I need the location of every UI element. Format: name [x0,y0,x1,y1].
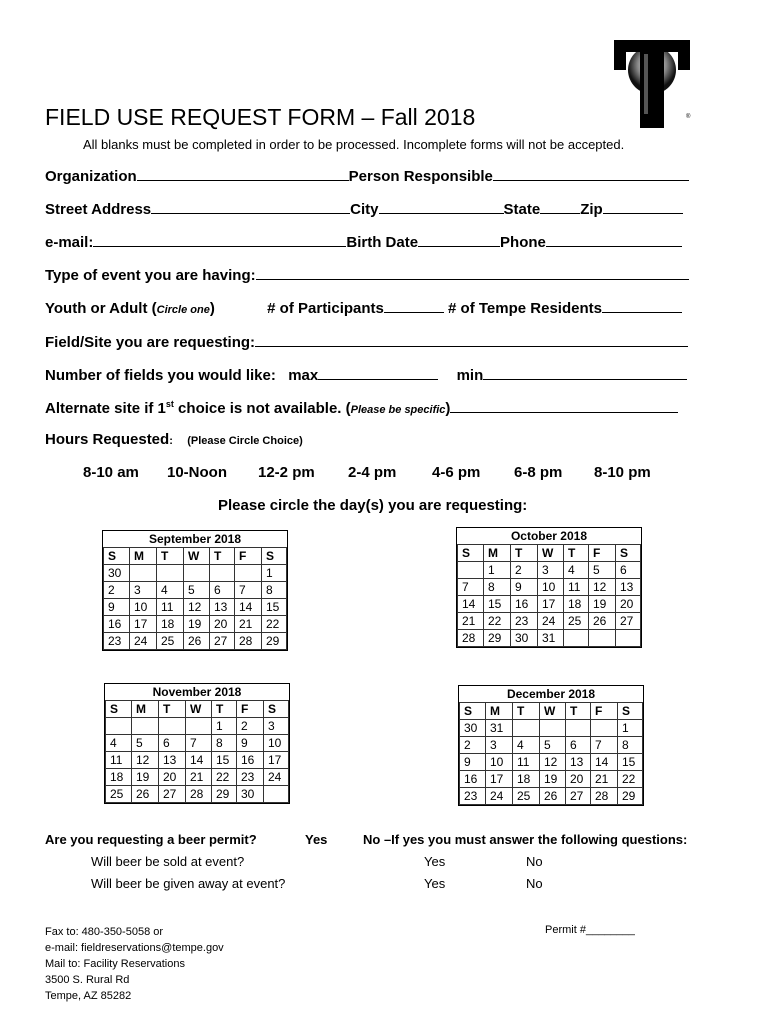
calendar-grid [457,544,641,647]
weekday-header: T [159,701,186,718]
calendar-day[interactable]: 11 [106,752,132,769]
calendar-grid [459,702,643,805]
phone-label: Phone [500,234,546,251]
calendar-empty-cell [589,630,616,647]
calendar-day[interactable]: 6 [616,562,641,579]
calendar-day[interactable]: 3 [130,582,157,599]
calendar-day[interactable]: 18 [157,616,184,633]
calendar-day[interactable]: 28 [235,633,262,650]
alternate-site-field[interactable] [450,398,678,413]
footer-line: e-mail: fieldreservations@tempe.gov [45,942,224,954]
calendar-day[interactable]: 12 [184,599,210,616]
calendar-day[interactable]: 24 [486,788,513,805]
num-fields-row [45,365,687,384]
weekday-header: W [540,703,566,720]
calendar-day[interactable]: 26 [132,786,159,803]
calendar-day[interactable]: 14 [458,596,484,613]
calendar-empty-cell [159,718,186,735]
calendar-day[interactable]: 30 [237,786,264,803]
youth-adult-label [45,300,215,317]
weekday-header: T [513,703,540,720]
calendar-day[interactable]: 23 [104,633,130,650]
calendar-day[interactable]: 5 [132,735,159,752]
calendar-day[interactable]: 1 [618,720,643,737]
field-site-field[interactable] [255,332,688,347]
calendar-day[interactable]: 2 [511,562,538,579]
calendar-empty-cell [157,565,184,582]
calendar-day[interactable]: 6 [159,735,186,752]
calendar-day[interactable]: 22 [484,613,511,630]
calendar-day[interactable]: 26 [184,633,210,650]
calendar-day[interactable]: 27 [566,788,591,805]
calendar-day[interactable]: 14 [186,752,212,769]
calendar-day[interactable]: 31 [538,630,564,647]
calendar-day[interactable]: 9 [104,599,130,616]
person-responsible-field[interactable] [493,166,689,181]
tempe-residents-label: # of Tempe Residents [448,300,602,317]
days-prompt: Please circle the day(s) you are requesting: [218,497,528,514]
calendar-day[interactable]: 22 [262,616,287,633]
calendar-day[interactable]: 24 [538,613,564,630]
calendar-day[interactable]: 9 [237,735,264,752]
calendar-day[interactable]: 19 [540,771,566,788]
calendar-day[interactable]: 30 [460,720,486,737]
calendar-day[interactable]: 21 [458,613,484,630]
calendar-day[interactable]: 25 [106,786,132,803]
page-title: FIELD USE REQUEST FORM – Fall 2018 [45,104,476,130]
weekday-header: W [184,548,210,565]
calendar-day[interactable]: 15 [618,754,643,771]
page-subtitle: All blanks must be completed in order to be processed. Incomplete forms will not be accepted. [83,137,625,152]
calendar-day[interactable]: 4 [157,582,184,599]
calendar-day[interactable]: 24 [130,633,157,650]
calendar-day[interactable]: 3 [538,562,564,579]
weekday-header: F [591,703,618,720]
organization-row [45,166,689,185]
calendar-day[interactable]: 18 [564,596,589,613]
calendar-day[interactable]: 6 [210,582,235,599]
calendar-day[interactable]: 18 [106,769,132,786]
beer-no-note[interactable]: No –If yes you must answer the following questions: [363,832,688,847]
street-address-label: Street Address [45,201,152,218]
calendar-empty-cell [566,720,591,737]
email-label: e-mail: [45,234,94,251]
zip-label: Zip [580,201,603,218]
weekday-header: S [262,548,287,565]
beer-sold-question: Will beer be sold at event? [91,854,245,869]
weekday-header: S [106,701,132,718]
alternate-site-label [45,400,450,417]
min-label: min [456,367,484,384]
calendar-title: December 2018 [506,687,596,701]
calendar-day[interactable]: 17 [538,596,564,613]
calendar-day[interactable]: 11 [513,754,540,771]
calendar-day[interactable]: 29 [262,633,287,650]
email-field[interactable] [93,232,346,247]
hours-colon: : [169,435,173,447]
address-row [45,199,683,218]
calendar-empty-cell [132,718,159,735]
calendar-day[interactable]: 10 [486,754,513,771]
tempe-residents-field[interactable] [602,298,682,313]
calendar-day[interactable]: 14 [235,599,262,616]
calendar-day[interactable]: 15 [212,752,237,769]
beer-given-no[interactable]: No [526,876,543,891]
circle-one-note: Circle one [156,304,210,316]
calendar-empty-cell [186,718,212,735]
footer-line: Mail to: Facility Reservations [45,958,185,970]
weekday-header: S [618,703,643,720]
weekday-header: T [210,548,235,565]
calendar-title: November 2018 [152,685,242,699]
calendar-title: October 2018 [510,529,588,543]
youth-adult-text: Youth or Adult ( [45,300,157,317]
beer-given-yes[interactable]: Yes [424,876,446,891]
calendar-day[interactable]: 29 [618,788,643,805]
weekday-header: T [564,545,589,562]
calendar-day[interactable]: 17 [264,752,289,769]
street-address-field[interactable] [151,199,350,214]
calendar-day[interactable]: 12 [132,752,159,769]
alternate-text-b: choice is not available. ( [173,400,351,417]
calendar-day[interactable]: 15 [484,596,511,613]
calendar-day[interactable]: 17 [486,771,513,788]
calendar-empty-cell [130,565,157,582]
weekday-header: M [486,703,513,720]
person-responsible-label: Person Responsible [348,168,493,185]
participants-field[interactable] [384,298,444,313]
calendar-day[interactable]: 20 [159,769,186,786]
zip-field[interactable] [603,199,683,214]
calendar-day[interactable]: 27 [159,786,186,803]
footer-line: 3500 S. Rural Rd [45,974,130,986]
calendar-day[interactable]: 6 [566,737,591,754]
alternate-specific-note: Please be specific [350,404,446,416]
calendar-day[interactable]: 28 [186,786,212,803]
weekday-header: W [538,545,564,562]
calendar-october [456,527,642,648]
calendar-day[interactable]: 5 [589,562,616,579]
calendar-day[interactable]: 11 [157,599,184,616]
field-site-label: Field/Site you are requesting: [45,334,256,351]
weekday-header: F [237,701,264,718]
calendar-september [102,530,288,651]
weekday-header: T [511,545,538,562]
calendar-empty-cell [616,630,641,647]
footer-line: Fax to: 480-350-5058 or [45,926,164,938]
calendar-day[interactable]: 4 [106,735,132,752]
hour-slot[interactable]: 8-10 pm [594,464,651,481]
city-field[interactable] [379,199,504,214]
registered-mark: ® [686,114,691,120]
calendar-empty-cell [591,720,618,737]
footer-line: Tempe, AZ 85282 [45,990,132,1002]
weekday-header: T [566,703,591,720]
calendar-day[interactable]: 7 [186,735,212,752]
calendar-day[interactable]: 22 [618,771,643,788]
calendar-day[interactable]: 20 [566,771,591,788]
calendar-day[interactable]: 17 [130,616,157,633]
beer-sold-yes[interactable]: Yes [424,854,446,869]
hour-slot[interactable]: 10-Noon [167,464,227,481]
weekday-header: S [460,703,486,720]
calendar-day[interactable]: 3 [264,718,289,735]
calendar-day[interactable]: 16 [104,616,130,633]
calendar-day[interactable]: 5 [540,737,566,754]
calendar-day[interactable]: 11 [564,579,589,596]
calendar-day[interactable]: 13 [210,599,235,616]
youth-adult-close: ) [209,300,215,317]
calendar-empty-cell [184,565,210,582]
weekday-header: M [484,545,511,562]
beer-yes-option[interactable]: Yes [305,832,328,847]
calendar-day[interactable]: 29 [484,630,511,647]
event-type-label: Type of event you are having: [45,267,256,284]
organization-label: Organization [45,168,137,185]
weekday-header: T [212,701,237,718]
participants-label: # of Participants [267,300,384,317]
max-field[interactable] [318,365,438,380]
calendar-grid [105,700,289,803]
calendar-empty-cell [458,562,484,579]
calendar-day[interactable]: 2 [104,582,130,599]
calendar-day[interactable]: 26 [589,613,616,630]
calendar-day[interactable]: 2 [460,737,486,754]
weekday-header: W [186,701,212,718]
calendar-day[interactable]: 4 [564,562,589,579]
calendar-day[interactable]: 28 [591,788,618,805]
calendar-day[interactable]: 8 [262,582,287,599]
hours-requested-row [45,431,303,448]
calendar-day[interactable]: 23 [237,769,264,786]
alternate-sup: st [165,399,174,409]
calendar-day[interactable]: 10 [538,579,564,596]
beer-given-question: Will beer be given away at event? [91,876,286,891]
calendar-grid [103,547,287,650]
calendar-day[interactable]: 20 [210,616,235,633]
calendar-day[interactable]: 19 [132,769,159,786]
beer-sold-no[interactable]: No [526,854,543,869]
hour-slot[interactable]: 4-6 pm [432,464,481,481]
hour-slot[interactable]: 6-8 pm [514,464,563,481]
calendar-day[interactable]: 7 [235,582,262,599]
alternate-text-a: Alternate site if 1 [45,400,166,417]
calendar-day[interactable]: 28 [458,630,484,647]
weekday-header: S [104,548,130,565]
calendar-day[interactable]: 20 [616,596,641,613]
calendar-empty-cell [210,565,235,582]
calendar-day[interactable]: 16 [511,596,538,613]
hour-slot[interactable]: 12-2 pm [258,464,315,481]
weekday-header: F [235,548,262,565]
hours-label: Hours Requested [45,431,170,448]
weekday-header: T [157,548,184,565]
calendar-day[interactable]: 29 [212,786,237,803]
calendar-day[interactable]: 24 [264,769,289,786]
field-site-row [45,332,688,351]
num-fields-label: Number of fields you would like: [45,367,276,384]
max-label: max [288,367,319,384]
calendar-day[interactable]: 13 [566,754,591,771]
weekday-header: M [130,548,157,565]
calendar-day[interactable]: 25 [513,788,540,805]
calendar-day[interactable]: 31 [486,720,513,737]
alternate-text-c: ) [445,400,451,417]
calendar-empty-cell [540,720,566,737]
calendar-title: September 2018 [148,532,242,546]
event-type-row [45,265,689,284]
calendar-day[interactable]: 16 [237,752,264,769]
alternate-site-row [45,398,678,417]
calendar-day[interactable]: 7 [458,579,484,596]
contact-row [45,232,682,251]
city-label: City [350,201,379,218]
calendar-december [458,685,644,806]
calendar-day[interactable]: 27 [616,613,641,630]
organization-field[interactable] [137,166,349,181]
calendar-day[interactable]: 10 [130,599,157,616]
calendar-day[interactable]: 12 [589,579,616,596]
calendar-day[interactable]: 2 [237,718,264,735]
calendar-day[interactable]: 21 [186,769,212,786]
calendar-empty-cell [106,718,132,735]
calendar-day[interactable]: 9 [511,579,538,596]
permit-number: Permit #________ [545,924,635,936]
tempe-logo-icon [614,40,690,128]
calendar-day[interactable]: 8 [484,579,511,596]
calendar-day[interactable]: 13 [159,752,186,769]
calendar-day[interactable]: 21 [591,771,618,788]
calendar-november [104,683,290,804]
calendar-day[interactable]: 27 [210,633,235,650]
calendar-day[interactable]: 30 [104,565,130,582]
calendar-day[interactable]: 18 [513,771,540,788]
weekday-header: S [458,545,484,562]
calendar-day[interactable]: 25 [564,613,589,630]
calendar-day[interactable]: 15 [262,599,287,616]
calendar-empty-cell [235,565,262,582]
calendar-day[interactable]: 19 [184,616,210,633]
birth-date-field[interactable] [418,232,500,247]
calendar-day[interactable]: 22 [212,769,237,786]
calendar-day[interactable]: 16 [460,771,486,788]
event-type-field[interactable] [256,265,689,280]
calendar-day[interactable]: 9 [460,754,486,771]
hour-slot[interactable]: 2-4 pm [348,464,397,481]
calendar-day[interactable]: 21 [235,616,262,633]
min-field[interactable] [483,365,687,380]
phone-field[interactable] [546,232,682,247]
calendar-day[interactable]: 4 [513,737,540,754]
weekday-header: F [589,545,616,562]
calendar-day[interactable]: 23 [511,613,538,630]
calendar-day[interactable]: 14 [591,754,618,771]
state-field[interactable] [540,199,580,214]
calendar-day[interactable]: 7 [591,737,618,754]
calendar-day[interactable]: 23 [460,788,486,805]
beer-question: Are you requesting a beer permit? [45,832,257,847]
calendar-day[interactable]: 8 [212,735,237,752]
calendar-day[interactable]: 8 [618,737,643,754]
calendar-day[interactable]: 19 [589,596,616,613]
calendar-empty-cell [564,630,589,647]
state-label: State [503,201,541,218]
calendar-day[interactable]: 12 [540,754,566,771]
calendar-day[interactable]: 1 [212,718,237,735]
calendar-empty-cell [513,720,540,737]
calendar-day[interactable]: 13 [616,579,641,596]
weekday-header: M [132,701,159,718]
hour-slot[interactable]: 8-10 am [83,464,139,481]
weekday-header: S [264,701,289,718]
calendar-day[interactable]: 1 [484,562,511,579]
calendar-empty-cell [264,786,289,803]
participants-row [45,298,682,317]
calendar-day[interactable]: 26 [540,788,566,805]
calendar-day[interactable]: 10 [264,735,289,752]
calendar-day[interactable]: 3 [486,737,513,754]
weekday-header: S [616,545,641,562]
calendar-day[interactable]: 25 [157,633,184,650]
calendar-day[interactable]: 30 [511,630,538,647]
calendar-day[interactable]: 1 [262,565,287,582]
hours-note: (Please Circle Choice) [187,435,303,447]
footer-contact [45,924,224,1004]
birth-date-label: Birth Date [346,234,419,251]
calendar-day[interactable]: 5 [184,582,210,599]
